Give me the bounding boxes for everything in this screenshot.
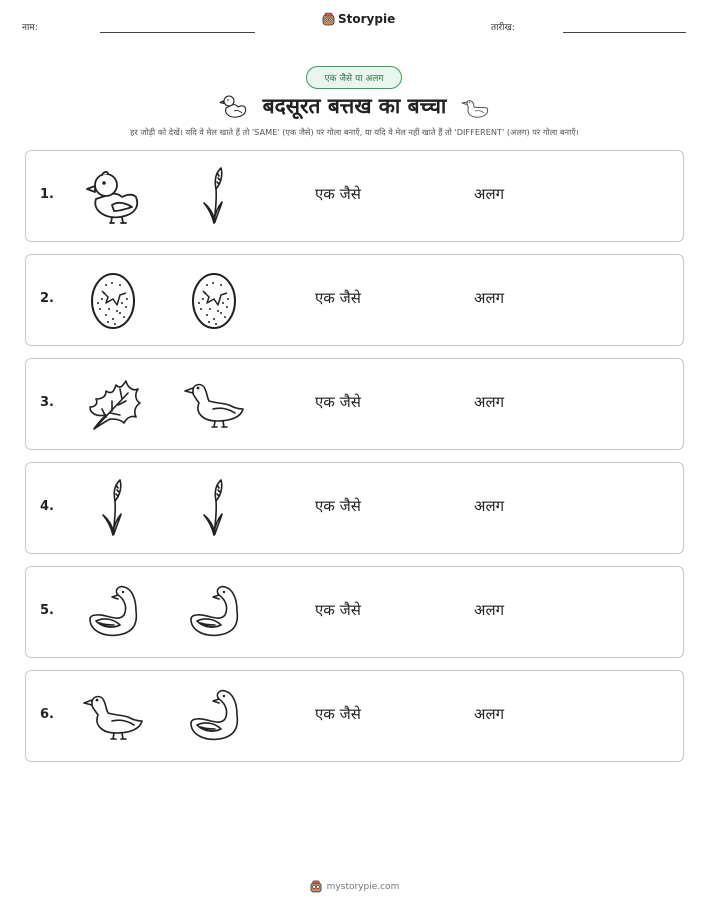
egg-icon <box>183 269 245 331</box>
same-option[interactable]: एक जैसे <box>315 393 361 411</box>
reed-icon <box>183 477 245 539</box>
date-field[interactable] <box>563 32 686 33</box>
question-number: 3. <box>40 395 54 410</box>
question-card <box>25 670 684 762</box>
footer <box>0 880 709 893</box>
question-number: 4. <box>40 499 54 514</box>
brand-name: Storypie <box>338 12 396 26</box>
name-field[interactable] <box>100 32 255 33</box>
question-card <box>25 358 684 450</box>
different-option[interactable]: अलग <box>474 705 505 723</box>
egg-icon <box>82 269 144 331</box>
leaf-icon <box>82 373 144 435</box>
same-option[interactable]: एक जैसे <box>315 185 361 203</box>
date-label: तारीख: <box>491 23 515 33</box>
brand-logo <box>322 12 395 26</box>
duckling-icon <box>219 92 249 120</box>
swan-icon <box>183 581 245 643</box>
topic-badge: एक जैसे या अलग <box>306 66 402 89</box>
question-card <box>25 566 684 658</box>
swan-icon <box>183 685 245 747</box>
question-number: 5. <box>40 603 54 618</box>
question-number: 2. <box>40 291 54 306</box>
storypie-mascot-icon <box>322 12 335 26</box>
chick-icon <box>82 165 144 227</box>
duck-icon <box>82 685 144 747</box>
instructions: हर जोड़ी को देखें। यदि वे मेल खाते हैं तो 'SAME' (एक जैसे) पर गोला बनाएँ, या यदि वे मेल नहीं खाते हैं तो 'DIFFERENT' (अलग) पर गोला बनाएँ। <box>130 127 579 137</box>
different-option[interactable]: अलग <box>474 497 505 515</box>
reed-icon <box>82 477 144 539</box>
different-option[interactable]: अलग <box>474 393 505 411</box>
footer-url: mystorypie.com <box>326 881 400 892</box>
swan-icon <box>82 581 144 643</box>
duck-icon <box>183 373 245 435</box>
question-card <box>25 462 684 554</box>
page-title: बदसूरत बत्तख का बच्चा <box>262 94 447 118</box>
question-card <box>25 150 684 242</box>
question-card <box>25 254 684 346</box>
same-option[interactable]: एक जैसे <box>315 289 361 307</box>
question-number: 1. <box>40 187 54 202</box>
different-option[interactable]: अलग <box>474 289 505 307</box>
duck-outline-icon <box>460 92 490 120</box>
storypie-mascot-icon <box>310 880 322 893</box>
reed-icon <box>183 165 245 227</box>
name-label: नाम: <box>22 23 38 33</box>
same-option[interactable]: एक जैसे <box>315 705 361 723</box>
different-option[interactable]: अलग <box>474 185 505 203</box>
different-option[interactable]: अलग <box>474 601 505 619</box>
same-option[interactable]: एक जैसे <box>315 601 361 619</box>
same-option[interactable]: एक जैसे <box>315 497 361 515</box>
question-number: 6. <box>40 707 54 722</box>
title-row <box>0 90 709 122</box>
